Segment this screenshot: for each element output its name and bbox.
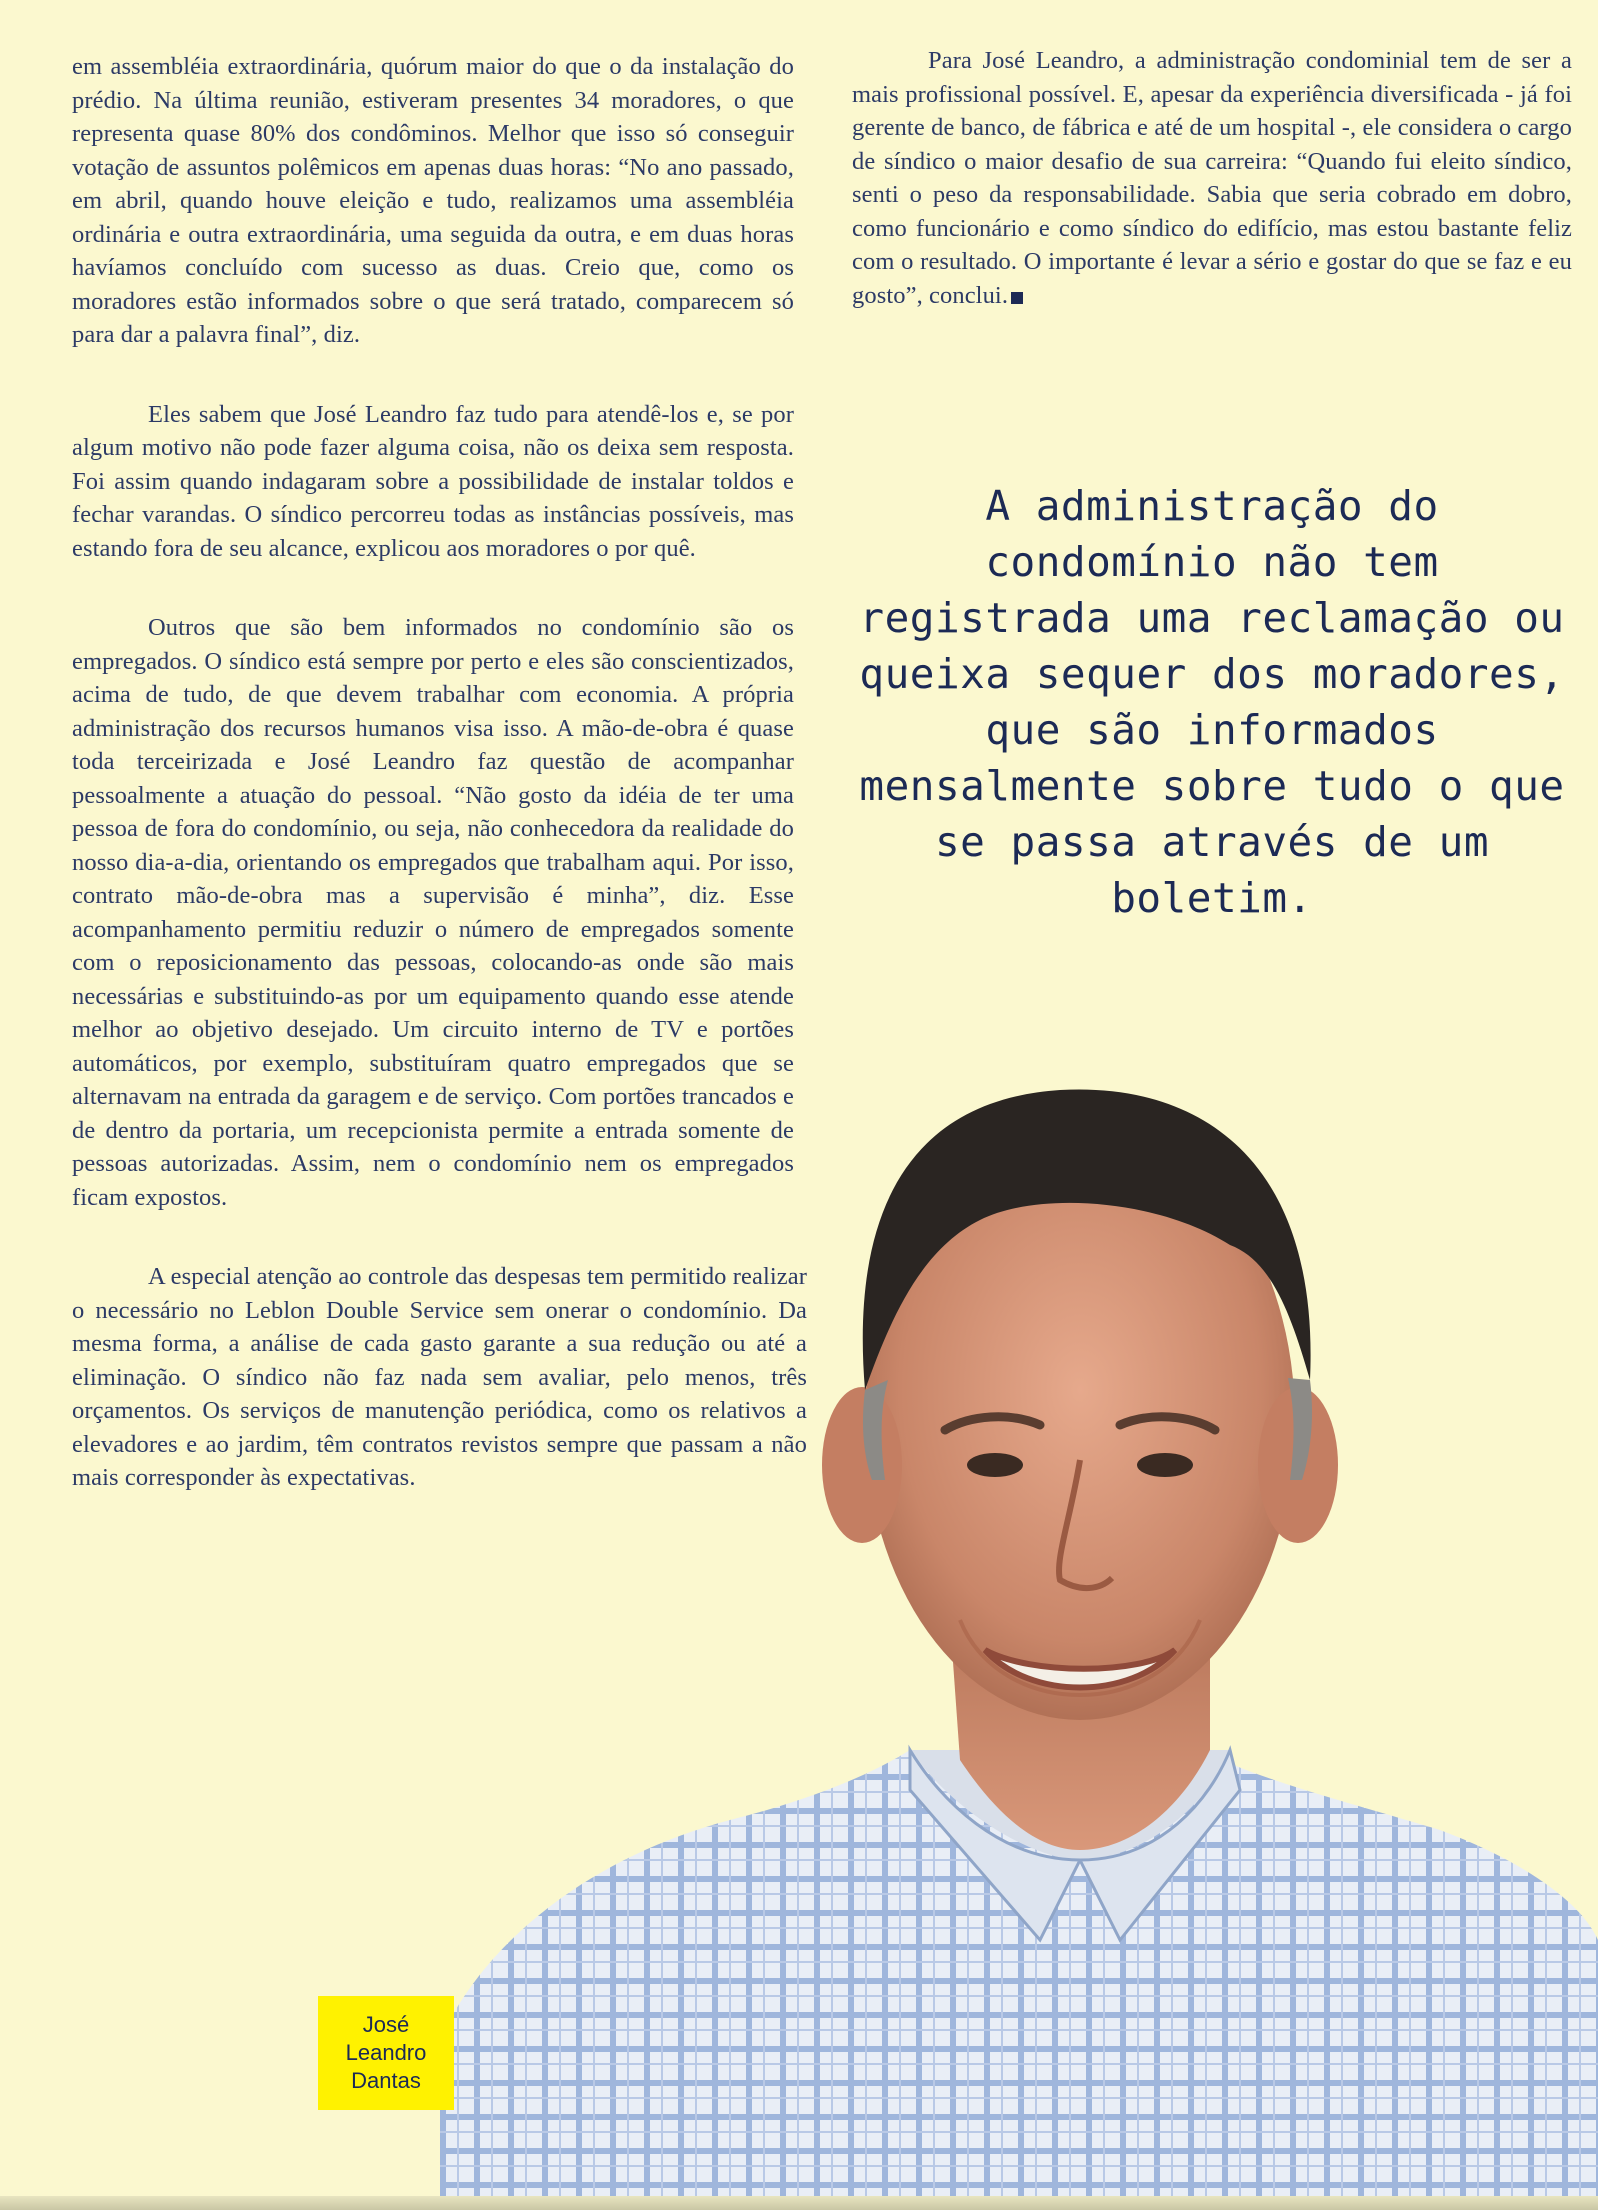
caption-line: Leandro — [345, 2040, 427, 2065]
article-paragraph-conclusion — [852, 44, 1572, 312]
photo-caption — [318, 1996, 454, 2110]
caption-line: José — [362, 2012, 410, 2037]
article-paragraph: A especial atenção ao controle das despesas tem permitido realizar o necessário no Leblon Double Service sem onerar o condomínio. Da mesma forma, a análise de cada gasto garante a sua redução ou até a eliminação. O síndico não faz nada sem avaliar, pelo menos, três orçamentos. Os serviços de manutenção periódica, como os relativos a elevadores e ao jardim, têm contratos revistos sempre que passam a não mais corresponder às expectativas. — [72, 1263, 807, 1491]
conclusion-text: Para José Leandro, a administração condominial tem de ser a mais profissional possível. E, apesar da experiência diversificada - já foi gerente de banco, de fábrica e até de um hospital -, ele considera o cargo de síndico o maior desafio de sua carreira: “Quando fui eleito síndico, senti o peso da responsabilidade. Sabia que seria cobrado em dobro, como funcionário e como síndico do edifício, mas estou bastante feliz com o resultado. O importante é levar a sério e gostar do que se faz e eu gosto”, conclui. — [852, 47, 1572, 309]
article-paragraph: em assembléia extraordinária, quórum maior do que o da instalação do prédio. Na última reunião, estiveram presentes 34 moradores, o que representa quase 80% dos condôminos. Melhor que isso só conseguir votação de assuntos polêmicos em apenas duas horas: “No ano passado, em abril, quando houve eleição e tudo, realizamos uma assembléia ordinária e outra extraordinária, uma seguida da outra, e em duas horas havíamos concluído com sucesso as duas. Creio que, como os moradores estão informados sobre o que será tratado, comparecem só para dar a palavra final”, diz. — [72, 53, 794, 348]
pull-quote: A administração do condomínio não tem registrada uma reclamação ou queixa sequer dos moradores, que são informados mensalmente sobre tudo o que se passa através de um boletim. — [859, 482, 1565, 922]
end-of-article-mark — [1011, 292, 1023, 304]
portrait-photo — [440, 1060, 1598, 2196]
article-paragraph: Outros que são bem informados no condomínio são os empregados. O síndico está sempre por perto e eles são conscientizados, acima de tudo, de que devem trabalhar com economia. A própria administração dos recursos humanos visa isso. A mão-de-obra é quase toda terceirizada e José Leandro faz questão de acompanhar pessoalmente a atuação do pessoal. “Não gosto da idéia de ter uma pessoa de fora do condomínio, ou seja, não conhecedora da realidade do nosso dia-a-dia, orientando os empregados que trabalham aqui. Por isso, contrato mão-de-obra mas a supervisão é minha”, diz. Esse acompanhamento permitiu reduzir o número de empregados somente com o reposicionamento das pessoas, colocando-as onde são mais necessárias e substituindo-as por um equipamento quando esse atende melhor ao objetivo desejado. Um circuito interno de TV e portões automáticos, por exemplo, substituíram quatro empregados que se alternavam na entrada da garagem e de serviço. Com portões trancados e de dentro da portaria, um recepcionista permite a entrada somente de pessoas autorizadas. Assim, nem o condomínio nem os empregados ficam expostos. — [72, 614, 794, 1211]
caption-line: Dantas — [351, 2068, 421, 2093]
article-paragraph: Eles sabem que José Leandro faz tudo para atendê-los e, se por algum motivo não pode fazer alguma coisa, não os deixa sem resposta. Foi assim quando indagaram sobre a possibilidade de instalar toldos e fechar varandas. O síndico percorreu todas as instâncias possíveis, mas estando fora de seu alcance, explicou aos moradores o por quê. — [72, 400, 794, 562]
right-text-column — [852, 44, 1572, 358]
page-edge — [0, 2196, 1598, 2210]
